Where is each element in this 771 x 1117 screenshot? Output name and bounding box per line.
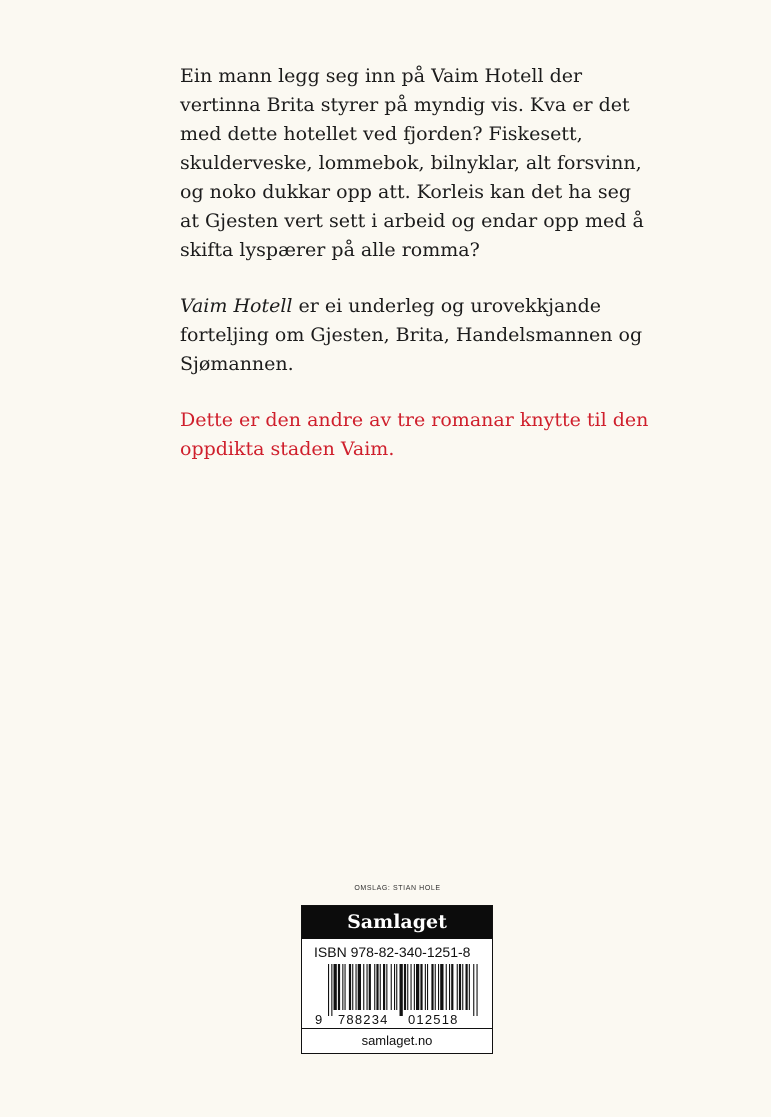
barcode-bar bbox=[374, 964, 375, 1010]
barcode-bar bbox=[396, 964, 397, 1010]
barcode-bar bbox=[427, 964, 428, 1010]
barcode-bar bbox=[473, 964, 474, 1016]
barcode-bar bbox=[334, 964, 337, 1010]
barcode-box bbox=[301, 905, 493, 1054]
publisher-logo: Samlaget bbox=[302, 906, 492, 939]
barcode-bar bbox=[404, 964, 406, 1010]
barcode-bar bbox=[438, 964, 439, 1010]
barcode-bar bbox=[462, 964, 463, 1010]
barcode-bar bbox=[358, 964, 361, 1010]
book-title: Vaim Hotell bbox=[180, 295, 293, 317]
barcode-bar bbox=[435, 964, 436, 1010]
barcode-bar bbox=[477, 964, 478, 1016]
barcode-bar bbox=[459, 964, 461, 1010]
barcode-bar bbox=[338, 964, 340, 1010]
barcode-bar bbox=[457, 964, 458, 1010]
barcode-bar bbox=[394, 964, 395, 1010]
barcode-bar bbox=[449, 964, 450, 1010]
barcode-digit-first: 9 bbox=[315, 1012, 323, 1026]
barcode-bar bbox=[391, 964, 392, 1010]
barcode-bar bbox=[416, 964, 419, 1010]
barcode-bar bbox=[407, 964, 408, 1010]
barcode-bar bbox=[328, 964, 329, 1016]
barcode-bar bbox=[349, 964, 351, 1010]
barcode-bar bbox=[363, 964, 364, 1010]
barcode-bar bbox=[352, 964, 353, 1010]
barcode-bar bbox=[383, 964, 385, 1010]
barcode-bar bbox=[400, 964, 403, 1016]
barcode-bar bbox=[386, 964, 387, 1010]
barcode-bar bbox=[411, 964, 412, 1010]
barcode-bar bbox=[414, 964, 415, 1010]
barcode-bars bbox=[328, 964, 478, 1016]
barcode-digits-left: 788234 bbox=[338, 1012, 389, 1026]
cover-credit: OMSLAG: STIAN HOLE bbox=[354, 885, 441, 892]
barcode-bar bbox=[451, 964, 453, 1010]
blurb-paragraph-2-text: er ei underleg og urovekkjande forteljing om Gjesten, Brita, Handelsmannen og Sjømannen. bbox=[180, 295, 643, 375]
barcode-bar bbox=[420, 964, 422, 1010]
blurb-paragraph-2 bbox=[180, 292, 650, 379]
barcode bbox=[302, 962, 492, 1026]
barcode-bar bbox=[425, 964, 426, 1010]
blurb-paragraph-1: Ein mann legg seg inn på Vaim Hotell der vertinna Brita styrer på myndig vis. Kva er det med dette hotellet ved fjorden? Fiskesett, skulderveske, lommebok, bilnyklar, alt forsvinn, og noko dukkar opp att. Korleis kan det ha seg at Gjesten vert sett i arbeid og endar opp med å skifta lyspærer på alle romma? bbox=[180, 65, 644, 261]
barcode-bar bbox=[446, 964, 447, 1010]
barcode-bar bbox=[380, 964, 381, 1010]
barcode-digits-right: 012518 bbox=[408, 1012, 459, 1026]
website-url: samlaget.no bbox=[302, 1028, 492, 1053]
barcode-bar bbox=[345, 964, 346, 1010]
barcode-bar bbox=[469, 964, 470, 1010]
barcode-bar bbox=[356, 964, 357, 1010]
barcode-bar bbox=[466, 964, 468, 1010]
barcode-bar bbox=[431, 964, 433, 1010]
barcode-bar bbox=[342, 964, 343, 1010]
barcode-bar bbox=[440, 964, 443, 1010]
barcode-bar bbox=[367, 964, 368, 1010]
barcode-bar bbox=[331, 964, 332, 1016]
barcode-bar bbox=[369, 964, 371, 1010]
back-cover-blurb bbox=[180, 62, 650, 491]
barcode-bar bbox=[376, 964, 378, 1010]
isbn-label: ISBN 978-82-340-1251-8 bbox=[314, 944, 471, 960]
blurb-paragraph-3-highlight: Dette er den andre av tre romanar knytte til den oppdikta staden Vaim. bbox=[180, 409, 649, 460]
